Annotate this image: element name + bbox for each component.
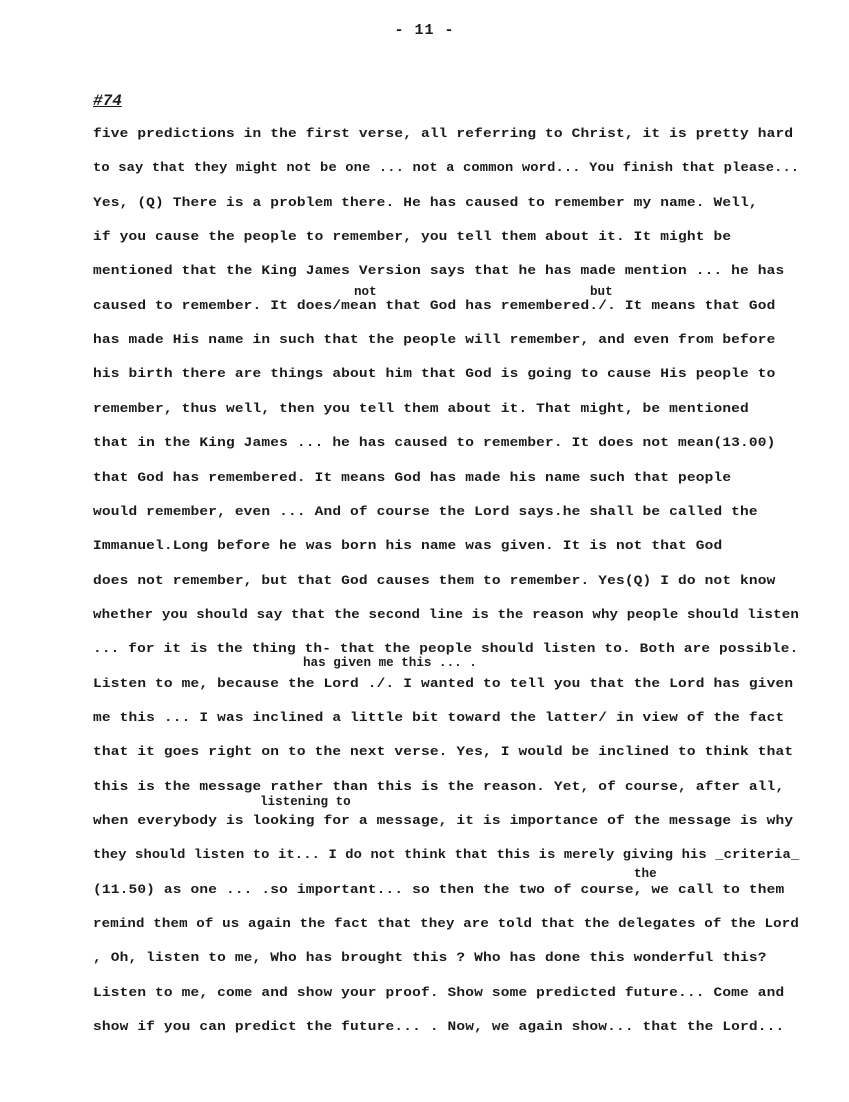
text-line: show if you can predict the future... . Now, we again show... that the Lord... <box>93 1020 785 1034</box>
text-line: his birth there are things about him that God is going to cause His people to <box>93 367 776 381</box>
insertion-listening-to: listening to <box>260 795 351 809</box>
text-line: does not remember, but that God causes them to remember. Yes(Q) I do not know <box>93 574 776 588</box>
text-line: me this ... I was inclined a little bit toward the latter/ in view of the fact <box>93 711 785 725</box>
text-line: mentioned that the King James Version says that he has made mention ... he has <box>93 264 785 278</box>
text-line: that in the King James ... he has caused to remember. It does not mean(13.00) <box>93 436 776 450</box>
insertion-not: not <box>354 285 377 299</box>
text-line: would remember, even ... And of course the Lord says.he shall be called the <box>93 505 758 519</box>
text-line: remember, thus well, then you tell them about it. That might, be mentioned <box>93 402 749 416</box>
text-line: caused to remember. It does/mean that God has remembered./. It means that God <box>93 299 776 313</box>
text-line: to say that they might not be one ... not a common word... You finish that please... <box>93 161 800 175</box>
text-line: Listen to me, because the Lord ./. I wanted to tell you that the Lord has given <box>93 677 794 691</box>
text-line: Immanuel.Long before he was born his name was given. It is not that God <box>93 539 723 553</box>
text-line: that God has remembered. It means God has made his name such that people <box>93 471 732 485</box>
page-number: - 11 - <box>394 22 455 39</box>
text-line: that it goes right on to the next verse. Yes, I would be inclined to think that <box>93 745 794 759</box>
text-line: Yes, (Q) There is a problem there. He has caused to remember my name. Well, <box>93 196 758 210</box>
text-line: five predictions in the first verse, all referring to Christ, it is pretty hard <box>93 127 794 141</box>
section-mark: #74 <box>93 92 122 110</box>
text-line: ... for it is the thing th- that the people should listen to. Both are possible. <box>93 642 799 656</box>
insertion-but: but <box>590 285 613 299</box>
text-line: if you cause the people to remember, you tell them about it. It might be <box>93 230 732 244</box>
text-line: they should listen to it... I do not think that this is merely giving his _criteria_ <box>93 848 800 862</box>
insertion-has-given: has given me this ... . <box>303 656 477 670</box>
text-line: (11.50) as one ... .so important... so then the two of course, we call to them <box>93 883 785 897</box>
text-line: Listen to me, come and show your proof. Show some predicted future... Come and <box>93 986 785 1000</box>
text-line: , Oh, listen to me, Who has brought this ? Who has done this wonderful this? <box>93 951 767 965</box>
insertion-the: the <box>634 867 657 881</box>
text-line: has made His name in such that the people will remember, and even from before <box>93 333 776 347</box>
text-line: this is the message rather than this is the reason. Yet, of course, after all, <box>93 780 785 794</box>
text-line: when everybody is looking for a message, it is importance of the message is why <box>93 814 794 828</box>
text-line: remind them of us again the fact that they are told that the delegates of the Lord <box>93 917 799 931</box>
text-line: whether you should say that the second line is the reason why people should listen <box>93 608 799 622</box>
